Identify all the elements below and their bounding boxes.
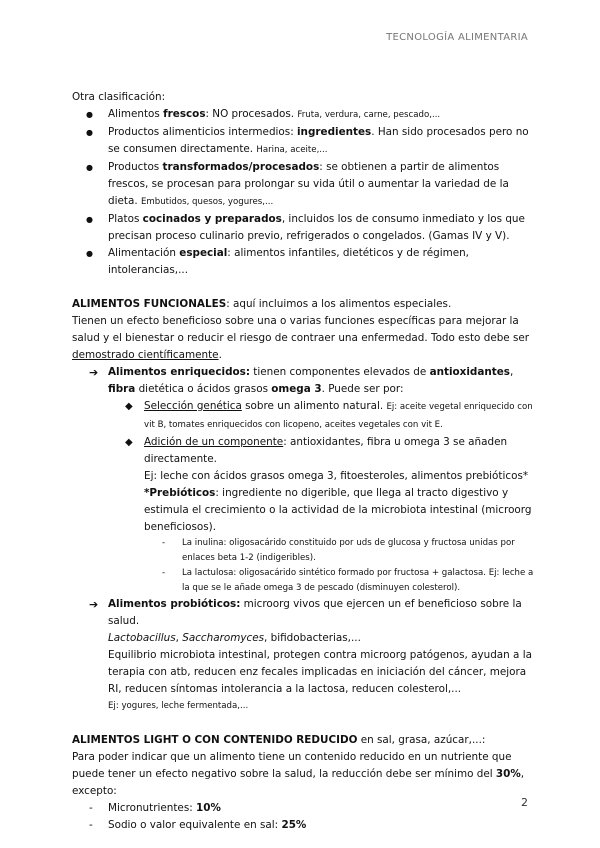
document-body bbox=[72, 89, 540, 834]
list-item: ● Productos transformados/procesados: se obtienen a partir de alimentos frescos, se procesan para prolongar su vida útil o aumentar la variedad de la dieta. Embutidos, quesos, yogures,... bbox=[84, 159, 540, 211]
enriched-foods-item: ➔ Alimentos enriquecidos: tienen componentes elevados de antioxidantes, fibra dietética o ácidos grasos omega 3. Puede ser por: bbox=[89, 366, 514, 395]
genetic-selection-item: ◆ Selección genética sobre un alimento natural. Ej: aceite vegetal enriquecido con vit B, tomates enriquecidos con licopeno, aceites vegetales con vit E. bbox=[125, 400, 533, 430]
arrow-icon: ➔ bbox=[89, 598, 99, 611]
light-foods-heading: ALIMENTOS LIGHT O CON CONTENIDO REDUCIDO en sal, grasa, azúcar,...: bbox=[72, 734, 486, 746]
list-item: ● Alimentos frescos: NO procesados. Fruta, verdura, carne, pescado,... bbox=[84, 106, 540, 124]
arrow-icon: ➔ bbox=[89, 366, 99, 379]
component-addition-item: ◆ Adición de un componente: antioxidantes, fibra u omega 3 se añaden directamente. bbox=[125, 436, 508, 465]
list-item: ● Platos cocinados y preparados, incluidos los de consumo inmediato y los que precisan proceso culinario previo, refrigerados o congelados. (Gamas IV y V). bbox=[84, 211, 540, 245]
prebiotics-definition: *Prebióticos: ingrediente no digerible, que llega al tracto digestivo y estimula el crecimiento o la actividad de la microbiota intestinal (microorg beneficiosos). bbox=[144, 487, 532, 533]
functional-foods-heading: ALIMENTOS FUNCIONALES: aquí incluimos a los alimentos especiales. bbox=[72, 298, 452, 310]
component-addition-example: Ej: leche con ácidos grasos omega 3, fitoesteroles, alimentos prebióticos* bbox=[144, 470, 529, 482]
inulin-item: - La inulina: oligosacárido constituido por uds de glucosa y fructosa unidas por enlaces beta 1-2 (indigeribles). bbox=[162, 538, 515, 563]
classification-list bbox=[84, 106, 540, 279]
micronutrients-item: - Micronutrientes: 10% bbox=[89, 802, 221, 814]
diamond-icon: ◆ bbox=[125, 401, 133, 412]
lactulose-item: - La lactulosa: oligosacárido sintético formado por fructosa + galactosa. Ej: leche a la que se le añade omega 3 de pescado (disminuyen colesterol). bbox=[162, 568, 534, 593]
page-header: TECNOLOGÍA ALIMENTARIA bbox=[386, 32, 528, 43]
page-number: 2 bbox=[521, 796, 528, 809]
sodium-item: - Sodio o valor equivalente en sal: 25% bbox=[89, 819, 307, 831]
probiotic-benefits: Equilibrio microbiota intestinal, protegen contra microorg patógenos, ayudan a la terapia con atb, reducen enz fecales implicadas en iniciación del cáncer, mejora RI, reducen síntomas intolerancia a la lactosa, reducen colesterol,... bbox=[108, 649, 532, 695]
light-foods-paragraph: Para poder indicar que un alimento tiene un contenido reducido en un nutriente que puede tener un efecto negativo sobre la salud, la reducción debe ser mínimo del 30%, excepto: bbox=[72, 751, 525, 797]
probiotic-food-examples: Ej: yogures, leche fermentada,... bbox=[108, 701, 249, 711]
list-item: ● Productos alimenticios intermedios: ingredientes. Han sido procesados pero no se consumen directamente. Harina, aceite,... bbox=[84, 124, 540, 159]
diamond-icon: ◆ bbox=[125, 437, 133, 448]
classification-intro: Otra clasificación: bbox=[72, 91, 166, 103]
functional-foods-paragraph: Tienen un efecto beneficioso sobre una o varias funciones específicas para mejorar la salud y el bienestar o reducir el riesgo de contraer una enfermedad. Todo esto debe ser demostrado científicamente. bbox=[72, 315, 530, 361]
probiotic-foods-item: ➔ Alimentos probióticos: microorg vivos que ejercen un ef beneficioso sobre la salud. bbox=[89, 598, 522, 627]
probiotic-examples: Lactobacillus, Saccharomyces, bifidobacterias,... bbox=[108, 632, 361, 644]
list-item: ● Alimentación especial: alimentos infantiles, dietéticos y de régimen, intolerancias,... bbox=[84, 245, 540, 279]
